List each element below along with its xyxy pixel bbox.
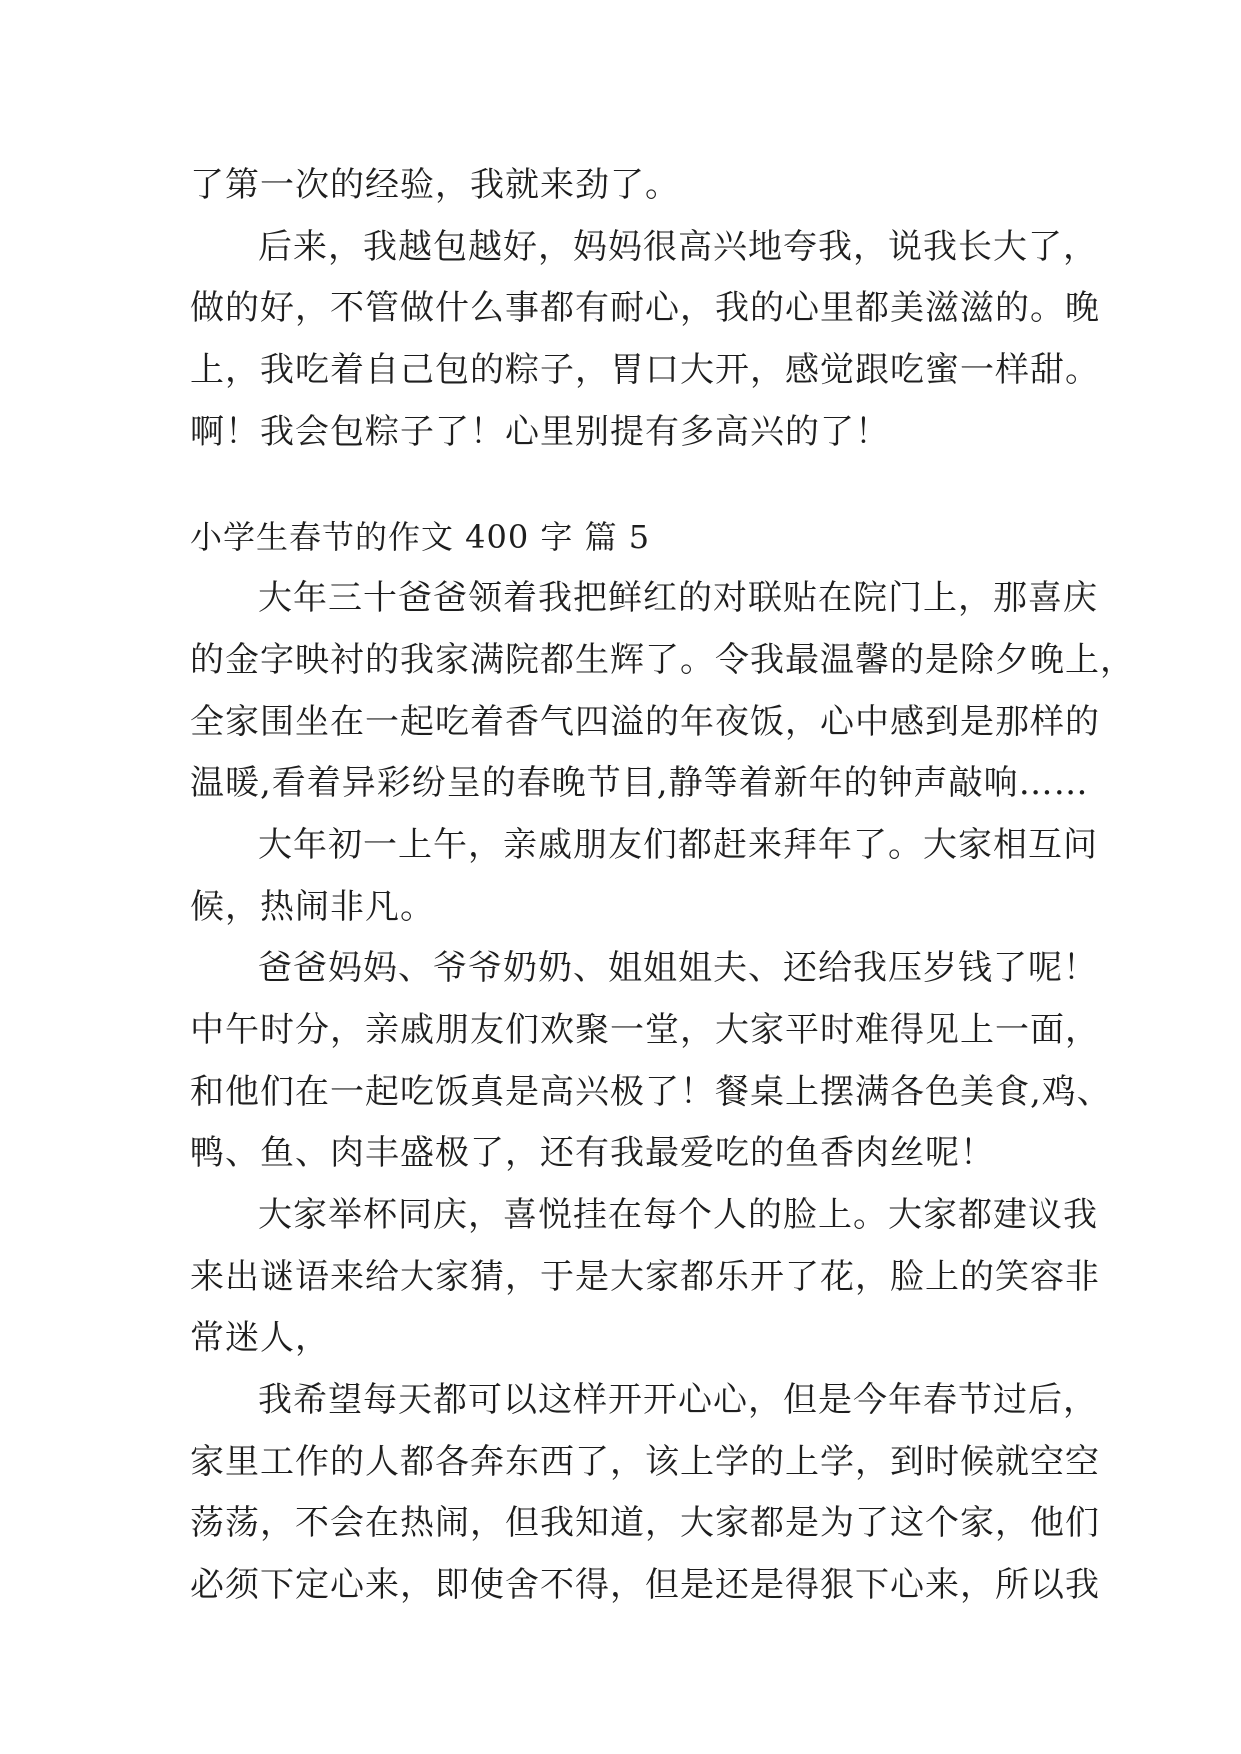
text-line: 来出谜语来给大家猜，于是大家都乐开了花，脸上的笑容非	[190, 1257, 1100, 1297]
text-line: 啊！我会包粽子了！心里别提有多高兴的了！	[190, 412, 890, 452]
text-line: 了第一次的经验，我就来劲了。	[190, 165, 680, 205]
section-title: 小学生春节的作文 400 字 篇 5	[190, 518, 651, 556]
text-line: 鸭、鱼、肉丰盛极了，还有我最爱吃的鱼香肉丝呢！	[190, 1133, 995, 1173]
text-line: 候，热闹非凡。	[190, 887, 435, 927]
text-line: 荡荡，不会在热闹，但我知道，大家都是为了这个家，他们	[190, 1503, 1100, 1543]
text-line: 家里工作的人都各奔东西了，该上学的上学，到时候就空空	[190, 1442, 1100, 1482]
text-line: 的金字映衬的我家满院都生辉了。令我最温馨的是除夕晚上，	[190, 640, 1135, 680]
text-line: 必须下定心来，即使舍不得，但是还是得狠下心来，所以我	[190, 1565, 1100, 1605]
text-line: 做的好，不管做什么事都有耐心，我的心里都美滋滋的。晚	[190, 288, 1100, 328]
paragraph-start: 后来，我越包越好，妈妈很高兴地夸我，说我长大了，	[258, 227, 1098, 267]
text-line: 和他们在一起吃饭真是高兴极了！餐桌上摆满各色美食,鸡、	[190, 1072, 1112, 1112]
text-line: 常迷人，	[190, 1318, 330, 1358]
paragraph-start: 大年三十爸爸领着我把鲜红的对联贴在院门上，那喜庆	[258, 578, 1098, 618]
text-line: 全家围坐在一起吃着香气四溢的年夜饭，心中感到是那样的	[190, 702, 1100, 742]
paragraph-start: 爸爸妈妈、爷爷奶奶、姐姐姐夫、还给我压岁钱了呢！	[258, 948, 1098, 988]
paragraph-start: 我希望每天都可以这样开开心心，但是今年春节过后，	[258, 1380, 1098, 1420]
paragraph-start: 大家举杯同庆，喜悦挂在每个人的脸上。大家都建议我	[258, 1195, 1098, 1235]
paragraph-start: 大年初一上午，亲戚朋友们都赶来拜年了。大家相互问	[258, 825, 1098, 865]
text-line: 中午时分，亲戚朋友们欢聚一堂，大家平时难得见上一面，	[190, 1010, 1100, 1050]
text-line: 温暖,看着异彩纷呈的春晚节目,静等着新年的钟声敲响……	[190, 763, 1089, 803]
text-line: 上，我吃着自己包的粽子，胃口大开，感觉跟吃蜜一样甜。	[190, 350, 1100, 390]
